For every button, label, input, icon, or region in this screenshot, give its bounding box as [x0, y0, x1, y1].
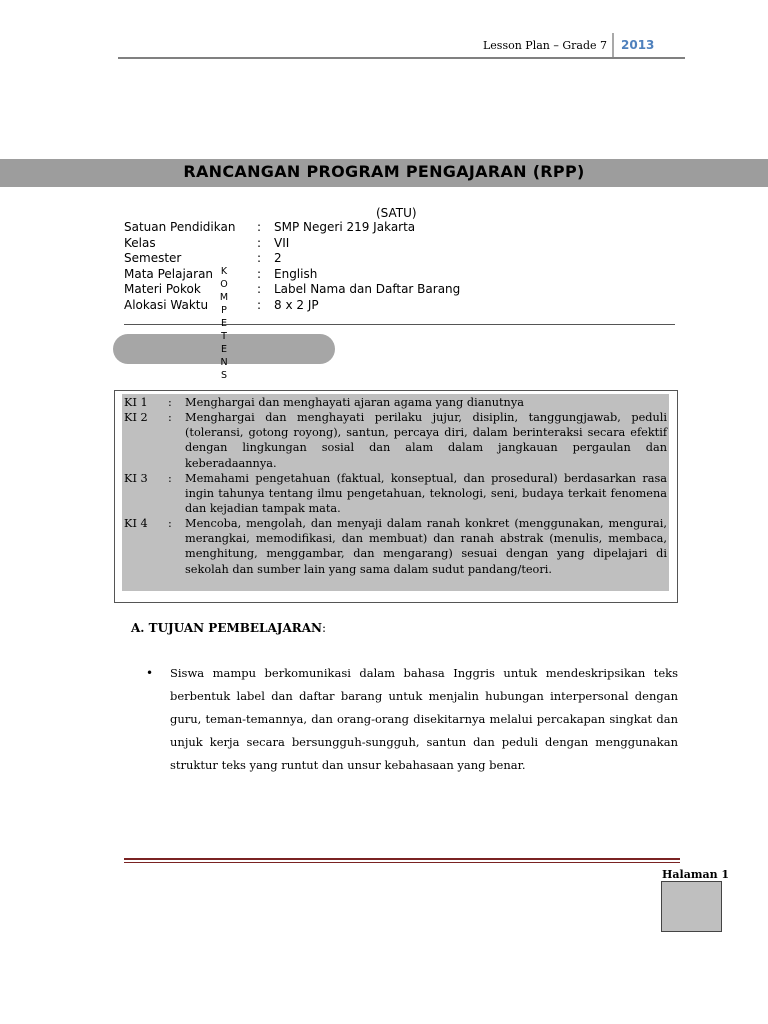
- ki-item: [124, 516, 667, 592]
- page-number-label: Halaman 1: [662, 868, 730, 881]
- identity-underline: [124, 324, 675, 325]
- header-year: 2013: [621, 38, 655, 52]
- section-a-colon: :: [322, 621, 327, 635]
- identity-colon: :: [257, 251, 262, 265]
- page-title: RANCANGAN PROGRAM PENGAJARAN (RPP): [183, 162, 585, 181]
- ki-item: [124, 395, 667, 411]
- objective-text: Siswa mampu berkomunikasi dalam bahasa Inggris untuk mendeskripsikan teks berbentuk label dan daftar barang untuk menjalin hubungan interpersonal dengan guru, teman-temannya, dan orang-orang disekitarnya melalui percakapan singkat dan unjuk kerja secara bersungguh-sungguh, santun dan peduli dengan menggunakan struktur teks yang runtut dan unsur kebahasaan yang benar.: [170, 666, 678, 772]
- section-a-heading: [131, 621, 326, 635]
- identity-value: 2: [274, 251, 282, 265]
- vertical-letter: P: [221, 305, 227, 316]
- vertical-letter: E: [220, 318, 227, 329]
- header-doc-label: Lesson Plan – Grade 7: [482, 39, 607, 52]
- vertical-heading: [219, 265, 229, 382]
- identity-colon: :: [257, 220, 262, 234]
- ki-code: KI 3: [124, 472, 148, 485]
- identity-value: Label Nama dan Daftar Barang: [274, 282, 461, 296]
- ki-item: [124, 471, 667, 517]
- ki-item: [124, 410, 667, 472]
- identity-label: Materi Pokok: [124, 282, 201, 296]
- section-a-title: A. TUJUAN PEMBELAJARAN: [131, 621, 323, 635]
- vertical-letter: N: [220, 357, 228, 368]
- ki-colon: :: [168, 517, 172, 530]
- identity-colon: :: [257, 236, 262, 250]
- ki-colon: :: [168, 396, 172, 409]
- ki-code: KI 2: [124, 411, 148, 424]
- header-rule: [118, 57, 685, 59]
- ki-text: Menghargai dan menghayati perilaku jujur, disiplin, tanggungjawab, peduli (toleransi, gotong royong), santun, percaya diri, dalam berinteraksi secara efektif dengan lingkungan sosial dan alam dalam jangkauan pergaulan dan keberadaannya.: [185, 411, 667, 470]
- identity-value: VII: [274, 236, 290, 250]
- vertical-letter: K: [220, 266, 228, 277]
- identity-label: Mata Pelajaran: [124, 267, 214, 281]
- header-separator: [612, 33, 614, 58]
- identity-colon: :: [257, 282, 262, 296]
- ki-colon: :: [168, 411, 172, 424]
- identity-value: English: [274, 267, 318, 281]
- ki-text: Mencoba, mengolah, dan menyaji dalam ranah konkret (menggunakan, mengurai, merangkai, memodifikasi, dan membuat) dan ranah abstrak (menulis, membaca, menghitung, menggambar, dan mengarang) sesuai dengan yang dipelajari di sekolah dan sumber lain yang sama dalam sudut pandang/teori.: [185, 517, 667, 576]
- footer-rule-thin: [124, 862, 680, 863]
- ki-code: KI 4: [124, 517, 148, 530]
- bullet-point: •: [146, 666, 154, 680]
- identity-colon: :: [257, 298, 262, 312]
- subtitle: (SATU): [376, 206, 417, 220]
- ki-text: Memahami pengetahuan (faktual, konseptual, dan prosedural) berdasarkan rasa ingin tahunya tentang ilmu pengetahuan, teknologi, seni, budaya terkait fenomena dan kejadian tampak mata.: [185, 472, 667, 516]
- identity-label: Alokasi Waktu: [124, 298, 209, 312]
- identity-label: Semester: [124, 251, 182, 265]
- identity-label: Satuan Pendidikan: [124, 220, 236, 234]
- vertical-letter: T: [221, 331, 227, 342]
- ki-colon: :: [168, 472, 172, 485]
- footer-rule: [124, 858, 680, 860]
- identity-colon: :: [257, 267, 262, 281]
- ki-code: KI 1: [124, 396, 148, 409]
- vertical-letter: O: [220, 279, 228, 290]
- identity-label: Kelas: [124, 236, 156, 250]
- identity-value: 8 x 2 JP: [274, 298, 319, 312]
- vertical-letter: M: [219, 292, 229, 303]
- identity-value: SMP Negeri 219 Jakarta: [274, 220, 416, 234]
- vertical-letter: E: [220, 344, 227, 355]
- vertical-letter: S: [220, 370, 228, 381]
- ki-text: Menghargai dan menghayati ajaran agama yang dianutnya: [185, 396, 524, 409]
- page-number-box: [661, 881, 722, 932]
